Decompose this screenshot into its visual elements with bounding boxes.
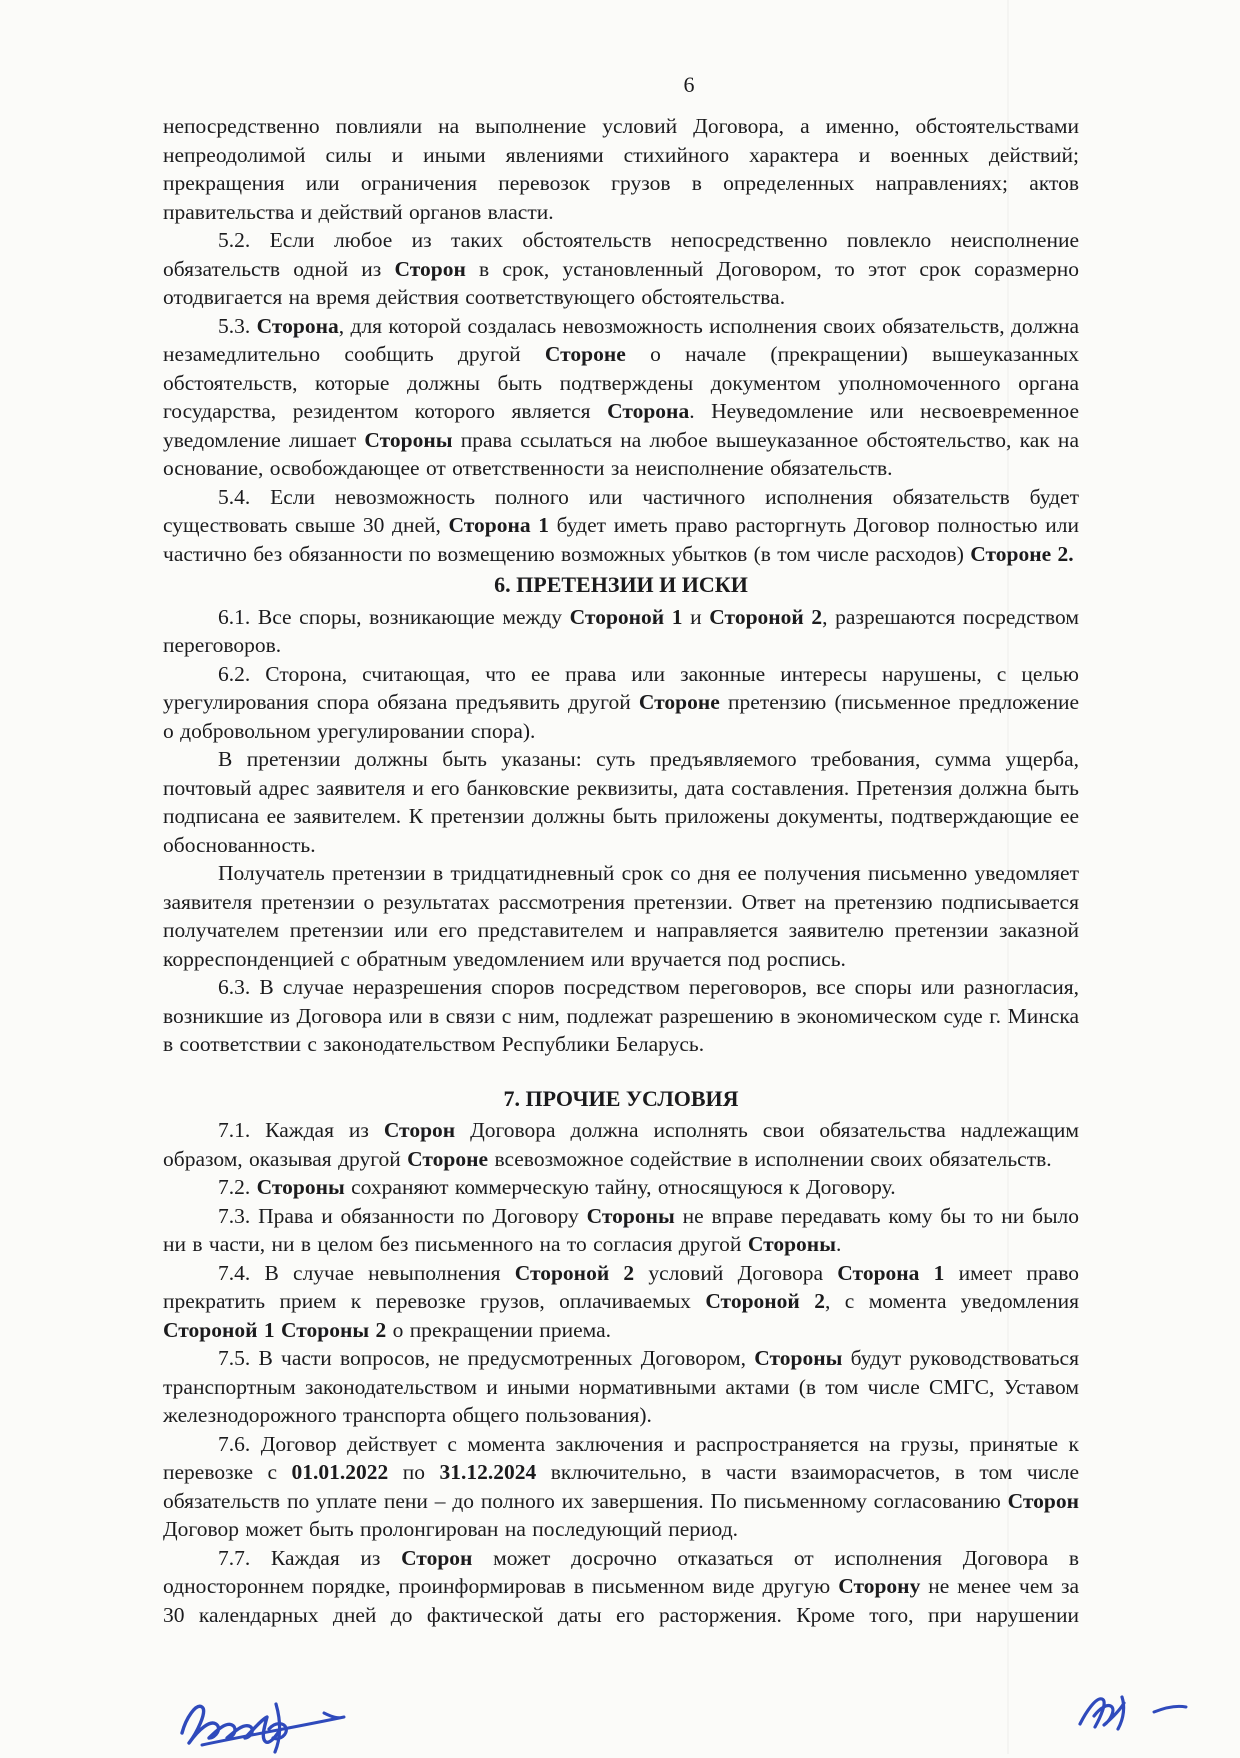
paragraph xyxy=(163,112,1079,226)
page-number: 6 xyxy=(683,72,695,97)
bold-text: Стороной 1 Стороны 2 xyxy=(163,1317,387,1342)
body-text: в срок, установленный Договором, то этот срок соразмерно отодвигается на время действия соответствующего обстоятельства. xyxy=(163,256,1079,309)
body-text: не вправе передавать кому бы то ни было ни в части, ни в целом без письменного на то согласия другой xyxy=(163,1203,1079,1256)
body-text: , для которой создалась невозможность исполнения своих обязательств, должна незамедлительно сообщить другой xyxy=(163,313,1080,366)
body-text: 5.2. Если любое из таких обстоятельств непосредственно повлекло неисполнение обязательств одной из xyxy=(163,228,1079,281)
body-text: . Неуведомление или несвоевременное уведомление лишает xyxy=(163,399,1079,452)
bold-text: Сторона xyxy=(256,313,339,338)
body-text: 7.3. Права и обязанности по Договору xyxy=(218,1203,587,1228)
body-text: 6.3. В случае неразрешения споров посредством переговоров, все споры или разногласия, возникшие из Договора или в связи с ним, подлежат разрешению в экономическом суде г. Минска в соответствии с законодательством Республики Беларусь. xyxy=(163,975,1079,1056)
bold-text: Стороне 2. xyxy=(970,541,1074,566)
paragraph xyxy=(163,1173,1079,1202)
bold-text: Стороне xyxy=(544,342,626,366)
bold-text: Стороной 2 xyxy=(514,1260,635,1285)
body-text: 7.2. xyxy=(218,1175,257,1199)
body-text: непосредственно повлияли на выполнение условий Договора, а именно, обстоятельствами непреодолимой силы и иными явлениями стихийного характера и военных действий; прекращения или ограничения перевозок грузов в определенных направлениях; актов правительства и действий органов власти. xyxy=(163,114,1079,224)
section-heading: 6. ПРЕТЕНЗИИ И ИСКИ xyxy=(494,572,748,597)
body-text: и xyxy=(682,604,710,629)
body-text: 7.5. В части вопросов, не предусмотренных Договором, xyxy=(218,1346,755,1370)
body-text: о начале (прекращении) вышеуказанных обстоятельств, которые должны быть подтверждены документом уполномоченного органа государства, резидентом которого является xyxy=(163,342,1079,423)
signature-right-initials-ink xyxy=(1068,1688,1198,1733)
body-text: о прекращении приема. xyxy=(386,1317,611,1342)
body-text: . xyxy=(835,1232,842,1256)
body-text: , разрешаются посредством переговоров. xyxy=(163,604,1079,657)
bold-text: Стороной 2 xyxy=(709,604,823,629)
bold-text: Стороной 1 xyxy=(569,604,683,629)
bold-text: Стороны xyxy=(364,427,453,452)
body-text: имеет право прекратить прием к перевозке грузов, оплачиваемых xyxy=(163,1260,1079,1313)
bold-text: Стороне xyxy=(407,1146,489,1171)
body-text: 6.2. Сторона, считающая, что ее права или законные интересы нарушены, с целью урегулирования спора обязана предъявить другой xyxy=(163,661,1079,714)
paragraph xyxy=(163,745,1079,859)
body-text: 6.1. Все споры, возникающие между xyxy=(218,604,570,629)
section-heading: 7. ПРОЧИЕ УСЛОВИЯ xyxy=(503,1085,739,1111)
paragraph xyxy=(163,660,1079,746)
bold-text: 31.12.2024 xyxy=(439,1460,537,1484)
paragraph xyxy=(163,1202,1079,1259)
scan-artifact xyxy=(1007,0,1009,1754)
paragraph xyxy=(163,312,1079,483)
body-text: по xyxy=(388,1460,440,1484)
body-text: включительно, в части взаиморасчетов, в том числе обязательств по уплате пени – до полного их завершения. По письменному согласованию xyxy=(163,1460,1079,1513)
body-text: всевозможное содействие в исполнении своих обязательств. xyxy=(488,1146,1052,1171)
bold-text: Стороне xyxy=(638,690,720,714)
body-text: 7.4. В случае невыполнения xyxy=(218,1260,515,1285)
bold-text: Сторон xyxy=(1007,1488,1079,1513)
body-text: сохраняют коммерческую тайну, относящуюся к Договору. xyxy=(344,1175,896,1199)
body-text: будет иметь право расторгнуть Договор полностью или частично без обязанности по возмещению возможных убытков (в том числе расходов) xyxy=(163,513,1079,566)
body-text: Договор может быть пролонгирован на последующий период. xyxy=(163,1517,739,1541)
body-text: 5.4. Если невозможность полного или частичного исполнения обязательств будет существовать свыше 30 дней, xyxy=(163,484,1079,537)
body-text: претензию (письменное предложение о добровольном урегулировании спора). xyxy=(163,690,1080,743)
body-text: может досрочно отказаться от исполнения Договора в одностороннем порядке, проинформировав в письменном виде другую xyxy=(163,1545,1079,1598)
body-text: 7.7. Каждая из xyxy=(218,1545,402,1570)
paragraph xyxy=(163,1116,1079,1173)
paragraph xyxy=(163,859,1079,973)
paragraph xyxy=(163,1544,1079,1630)
bold-text: Стороны xyxy=(256,1175,345,1199)
body-text: Договора должна исполнять свои обязательства надлежащим образом, оказывая другой xyxy=(163,1118,1079,1171)
body-text: будут руководствоваться транспортным законодательством и иными нормативными актами (в том числе СМГС, Уставом железнодорожного транспорта общего пользования). xyxy=(163,1346,1079,1427)
bold-text: Стороны xyxy=(747,1232,836,1256)
paragraph xyxy=(163,1344,1079,1430)
paragraph xyxy=(163,226,1079,312)
bold-text: Стороны xyxy=(754,1346,843,1370)
paragraph xyxy=(163,483,1079,569)
bold-text: Стороной 2 xyxy=(705,1289,825,1313)
body-text: Получатель претензии в тридцатидневный срок со дня ее получения письменно уведомляет заявителя претензии о результатах рассмотрения претензии. Ответ на претензию подписывается получателем претензии или его представителем и направляется заявителю претензии заказной корреспонденцией с обратным уведомлением или вручается под роспись. xyxy=(163,861,1079,971)
bold-text: Сторона 1 xyxy=(448,513,550,537)
paragraph xyxy=(163,1259,1079,1345)
signature-left-ink xyxy=(172,1688,352,1758)
bold-text: 01.01.2022 xyxy=(291,1460,389,1484)
paragraph xyxy=(163,973,1079,1059)
bold-text: Сторона 1 xyxy=(837,1260,945,1285)
body-text: условий Договора xyxy=(634,1260,838,1285)
body-text: 7.1. Каждая из xyxy=(218,1118,384,1142)
bold-text: Сторон xyxy=(394,256,466,281)
body-text: , с момента уведомления xyxy=(824,1289,1079,1313)
body-text: В претензии должны быть указаны: суть предъявляемого требования, сумма ущерба, почтовый адрес заявителя и его банковские реквизиты, дата составления. Претензия должна быть подписана ее заявителем. К претензии должны быть приложены документы, подтверждающие ее обоснованность. xyxy=(163,747,1079,857)
body-text: не менее чем за 30 календарных дней до фактической даты его расторжения. Кроме того, при нарушении xyxy=(163,1574,1079,1627)
body-text: 5.3. xyxy=(218,313,257,338)
bold-text: Сторон xyxy=(383,1118,456,1142)
bold-text: Сторону xyxy=(838,1574,921,1598)
body-text: 7.6. Договор действует с момента заключения и распространяется на грузы, принятые к перевозке с xyxy=(163,1431,1079,1484)
bold-text: Сторон xyxy=(401,1545,473,1570)
document-body xyxy=(163,112,1079,1629)
body-text: права ссылаться на любое вышеуказанное обстоятельство, как на основание, освобождающее от ответственности за неисполнение обязательств. xyxy=(163,427,1079,480)
paragraph xyxy=(163,1430,1079,1544)
paragraph xyxy=(163,603,1079,660)
bold-text: Сторона xyxy=(607,399,690,423)
bold-text: Стороны xyxy=(586,1203,675,1228)
